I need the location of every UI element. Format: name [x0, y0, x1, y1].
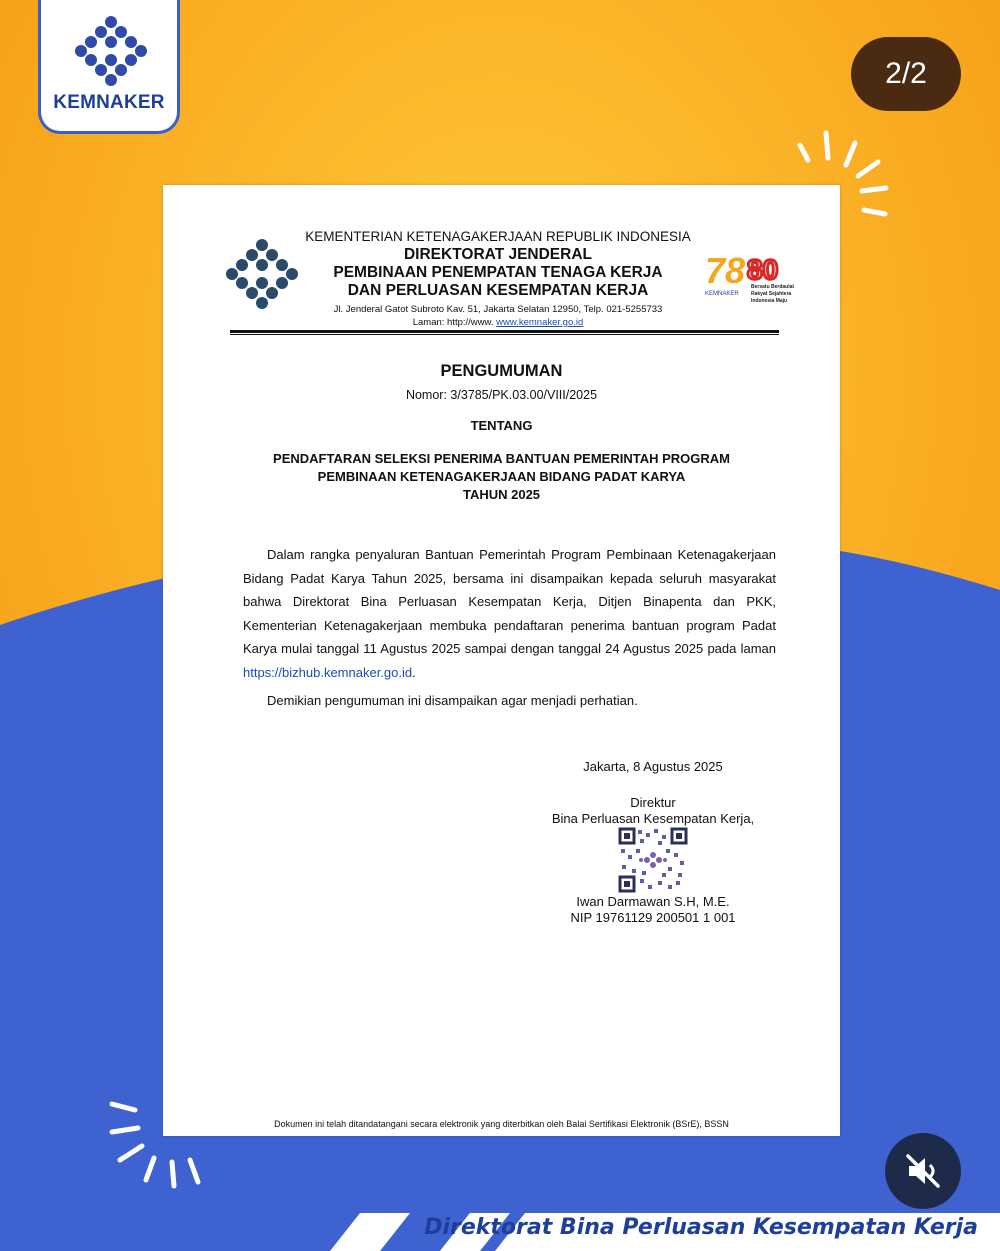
- qr-code-signature: [618, 827, 688, 893]
- website-link[interactable]: www.kemnaker.go.id: [496, 317, 584, 328]
- esign-disclaimer: Dokumen ini telah ditandatangani secara elektronik yang diterbitkan oleh Balai Sertifikasi Elektronik (BSrE), BSSN: [274, 1119, 729, 1129]
- logo-text: KEMNAKER: [53, 92, 165, 113]
- anniversary-logo: [703, 245, 803, 311]
- signatory-name: Iwan Darmawan S.H, M.E.: [576, 894, 730, 909]
- svg-text:Bersatu Berdaulat: Bersatu Berdaulat: [751, 284, 795, 290]
- about-label: TENTANG: [470, 418, 533, 433]
- speaker-muted-icon: [903, 1151, 943, 1191]
- kemnaker-logo-card: [38, 0, 180, 134]
- signatory-unit: Bina Perluasan Kesempatan Kerja,: [551, 811, 755, 826]
- page-counter-badge: 2/2: [851, 37, 961, 111]
- announcement-document: [163, 185, 840, 1136]
- svg-text:KEMNAKER: KEMNAKER: [705, 291, 739, 297]
- document-subject: PENDAFTARAN SELEKSI PENERIMA BANTUAN PEMERINTAH PROGRAM PEMBINAAN KETENAGAKERJAAN BIDANG PADAT KARYA TAHUN 2025: [273, 451, 730, 502]
- svg-text:80: 80: [747, 254, 779, 285]
- svg-text:Indonesia Maju: Indonesia Maju: [751, 298, 788, 304]
- directorate-line-3: DAN PERLUASAN KESEMPATAN KERJA: [347, 282, 649, 299]
- mute-button[interactable]: [885, 1133, 961, 1209]
- ministry-name: KEMENTERIAN KETENAGAKERJAAN REPUBLIK INDONESIA: [305, 229, 691, 244]
- directorate-line-2: PEMBINAAN PENEMPATAN TENAGA KERJA: [333, 264, 663, 281]
- signature-date: Jakarta, 8 Agustus 2025: [583, 759, 723, 774]
- body-paragraph: Dalam rangka penyaluran Bantuan Pemerintah Program Pembinaan Ketenagakerjaan Bidang Padat Karya Tahun 2025, bersama ini disampaikan kepada seluruh masyarakat bahwa Direktorat Bina Perluasan Kesempatan Kerja, Ditjen Binapenta dan PKK, Kementerian Ketenagakerjaan membuka pendaftaran penerima bantuan program Padat Karya mulai tanggal 11 Agustus 2025 sampai dengan tanggal 24 Agustus 2025 pada laman https://bizhub.kemnaker.go.id.: [243, 547, 776, 680]
- header-rule-thin: [230, 334, 779, 335]
- registration-link[interactable]: https://bizhub.kemnaker.go.id: [243, 664, 413, 680]
- svg-text:Rakyat Sejahtera: Rakyat Sejahtera: [751, 291, 792, 297]
- document-number: Nomor: 3/3785/PK.03.00/VIII/2025: [405, 388, 598, 402]
- closing-sentence: Demikian pengumuman ini disampaikan agar menjadi perhatian.: [267, 693, 638, 708]
- kemnaker-emblem-icon: [74, 14, 148, 88]
- signatory-title: Direktur: [630, 795, 676, 810]
- directorate-line: DIREKTORAT JENDERAL: [403, 246, 593, 263]
- document-title: PENGUMUMAN: [440, 362, 563, 380]
- footer-directorate-text: Direktorat Bina Perluasan Kesempatan Kerja: [424, 1215, 978, 1240]
- signatory-nip: NIP 19761129 200501 1 001: [570, 910, 736, 925]
- header-rule: [230, 330, 779, 333]
- svg-text:78: 78: [705, 250, 746, 291]
- website-line: Laman: http://www. www.kemnaker.go.id: [412, 317, 584, 328]
- address: Jl. Jenderal Gatot Subroto Kav. 51, Jakarta Selatan 12950, Telp. 021-5255733: [333, 304, 663, 315]
